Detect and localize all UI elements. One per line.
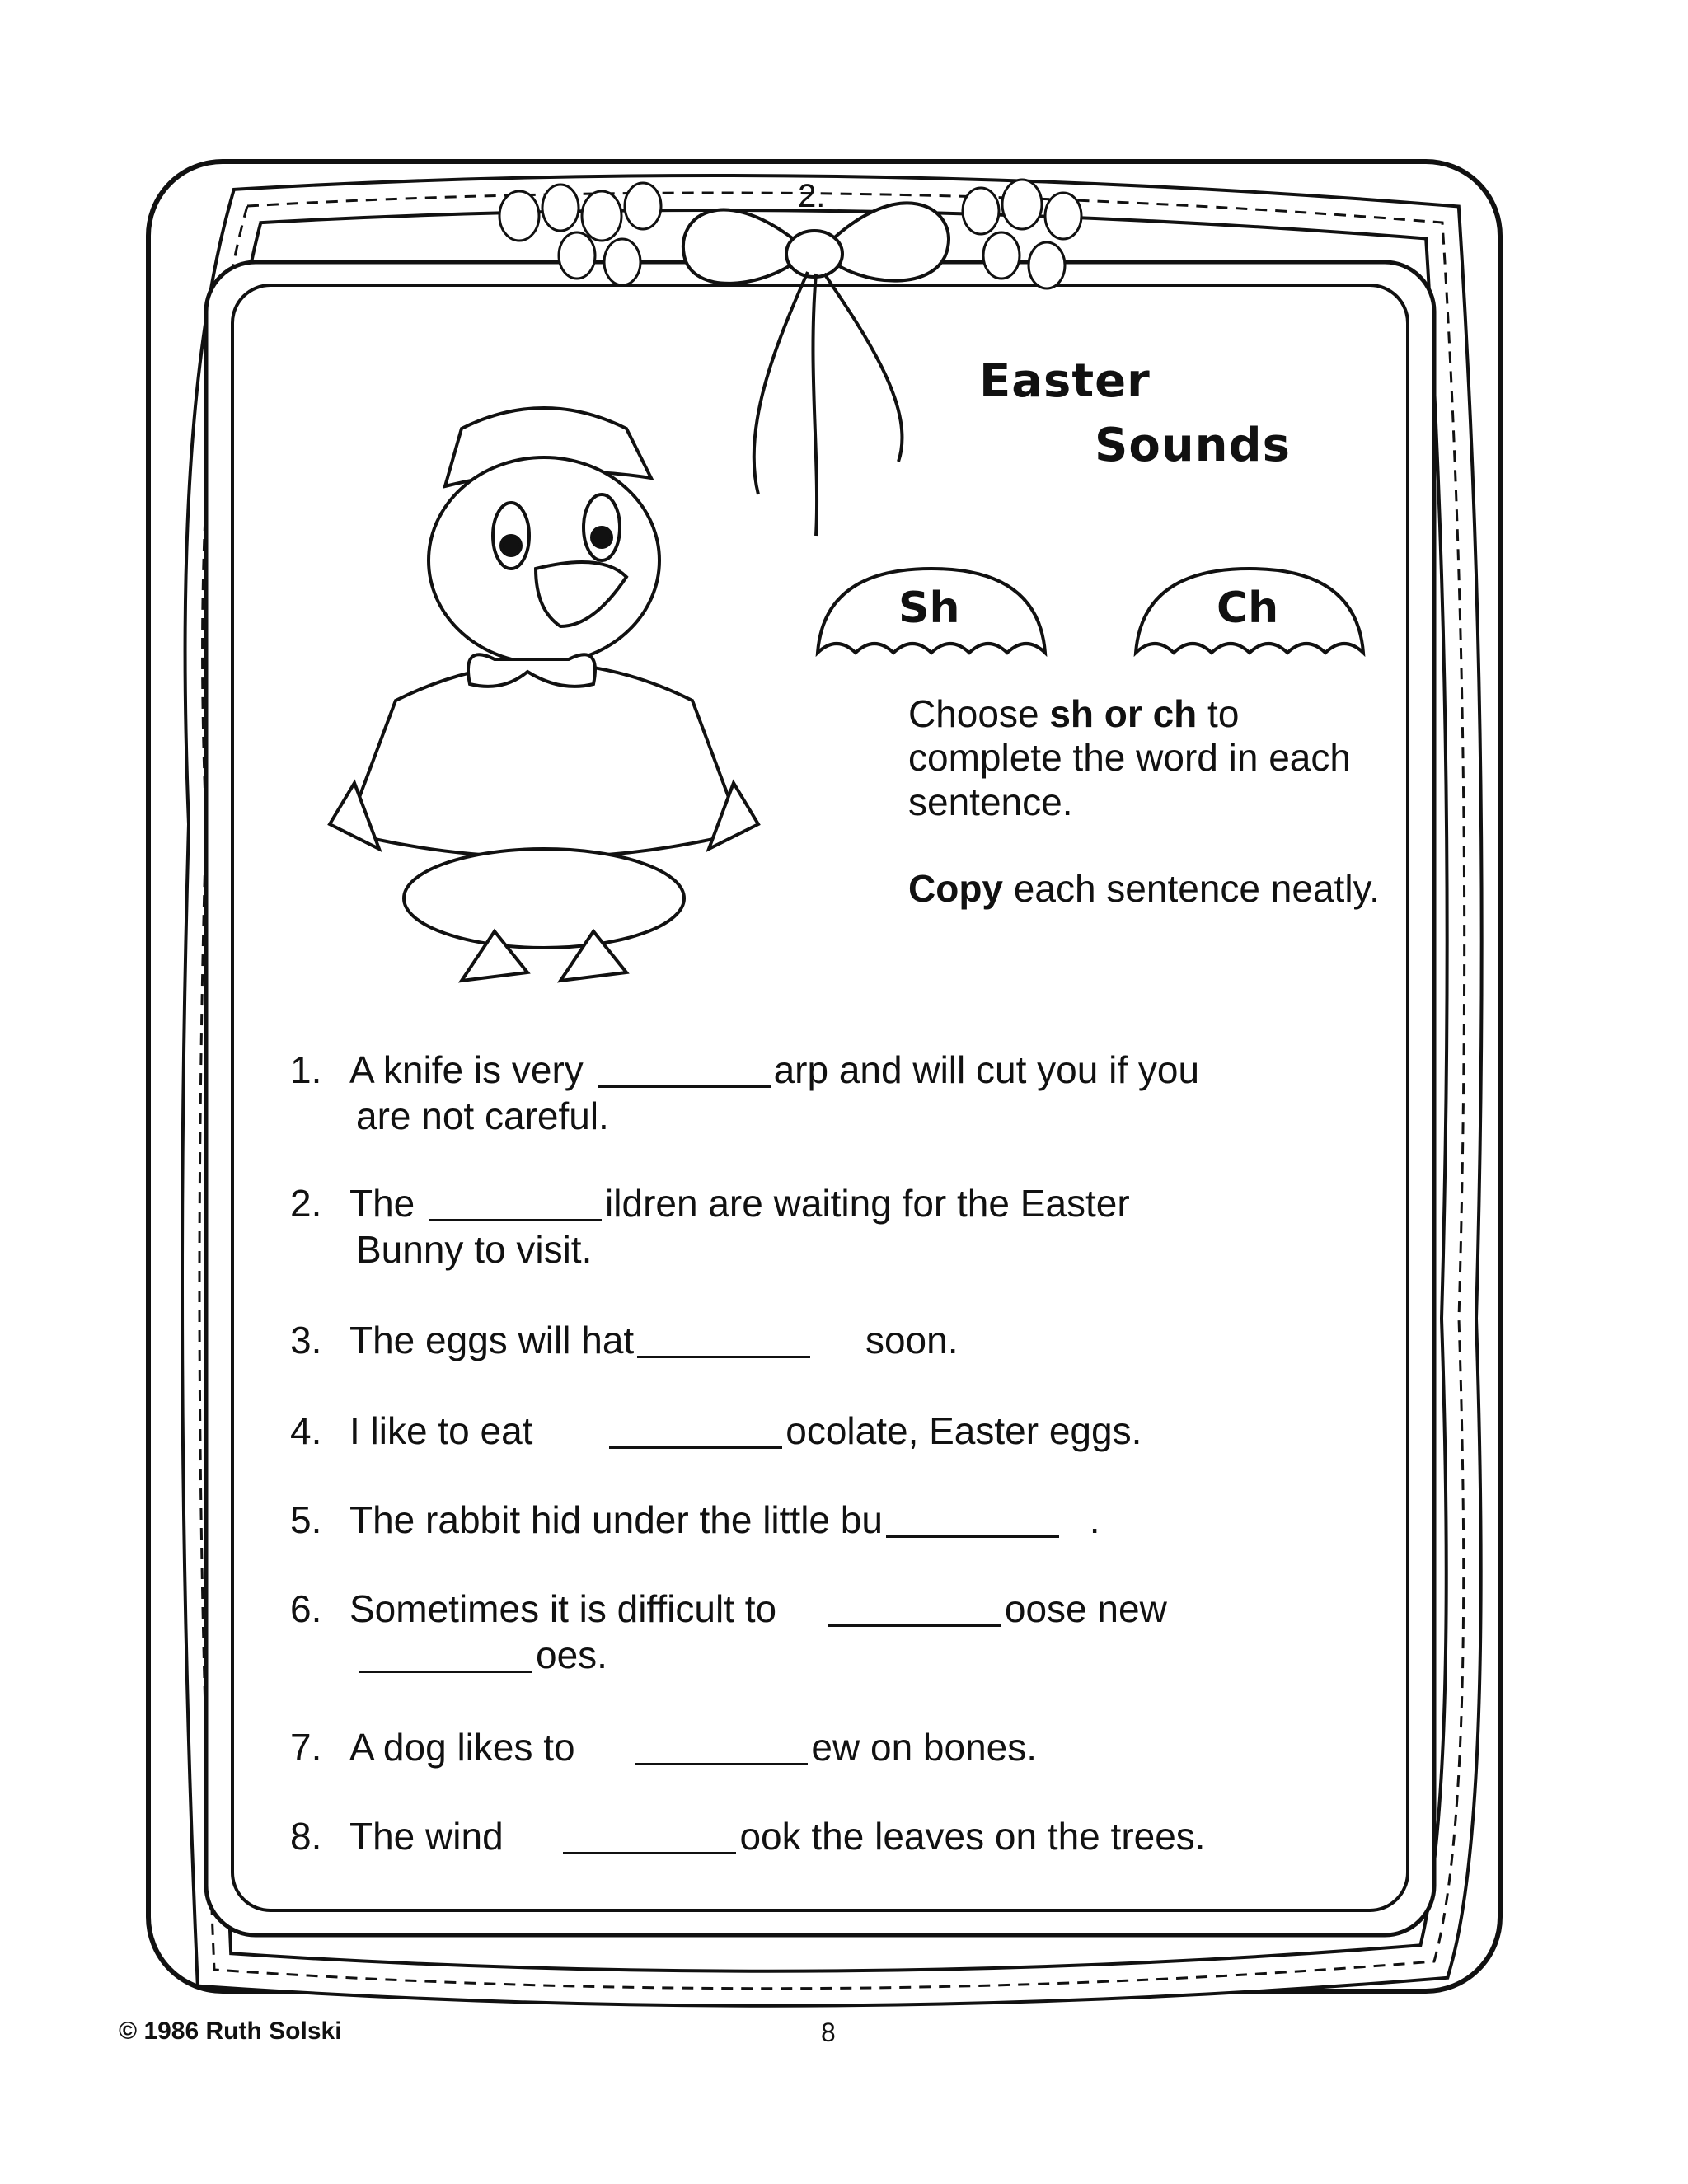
answer-blank-1[interactable] xyxy=(598,1052,771,1088)
answer-blank-6a[interactable] xyxy=(828,1591,1001,1627)
answer-blank-3[interactable] xyxy=(637,1323,810,1358)
sheet-number: 2. xyxy=(798,178,826,214)
title-line-1: Easter xyxy=(979,354,1151,408)
question-2: 2. The ildren are waiting for the Easter Bunny to visit. xyxy=(290,1182,1130,1271)
answer-blank-4[interactable] xyxy=(609,1413,782,1449)
answer-blank-2[interactable] xyxy=(429,1186,602,1221)
question-5: 5. The rabbit hid under the little bu . xyxy=(290,1498,1100,1541)
question-3: 3. The eggs will hat soon. xyxy=(290,1319,959,1361)
copyright-notice: © 1986 Ruth Solski xyxy=(119,2018,342,2045)
shell-ch-label: Ch xyxy=(1217,583,1279,633)
instructions xyxy=(908,692,1386,954)
question-4: 4. I like to eat ocolate, Easter eggs. xyxy=(290,1409,1142,1452)
instruction-copy: Copy each sentence neatly. xyxy=(908,867,1380,911)
answer-blank-7[interactable] xyxy=(635,1730,808,1765)
page-number: 8 xyxy=(821,2018,836,2047)
answer-blank-5[interactable] xyxy=(886,1502,1059,1538)
shell-sh-label: Sh xyxy=(898,583,960,633)
answer-blank-8[interactable] xyxy=(563,1819,736,1854)
answer-blank-6b[interactable] xyxy=(359,1638,532,1673)
question-1: 1. A knife is very arp and will cut you if you are not careful. xyxy=(290,1048,1200,1137)
instruction-choose: Choose sh or ch to complete the word in each sentence. xyxy=(908,692,1351,823)
question-6: 6. Sometimes it is difficult to oose new oes. xyxy=(290,1587,1167,1676)
question-7: 7. A dog likes to ew on bones. xyxy=(290,1726,1038,1769)
question-8: 8. The wind ook the leaves on the trees. xyxy=(290,1815,1206,1858)
title-line-2: Sounds xyxy=(1095,419,1291,472)
